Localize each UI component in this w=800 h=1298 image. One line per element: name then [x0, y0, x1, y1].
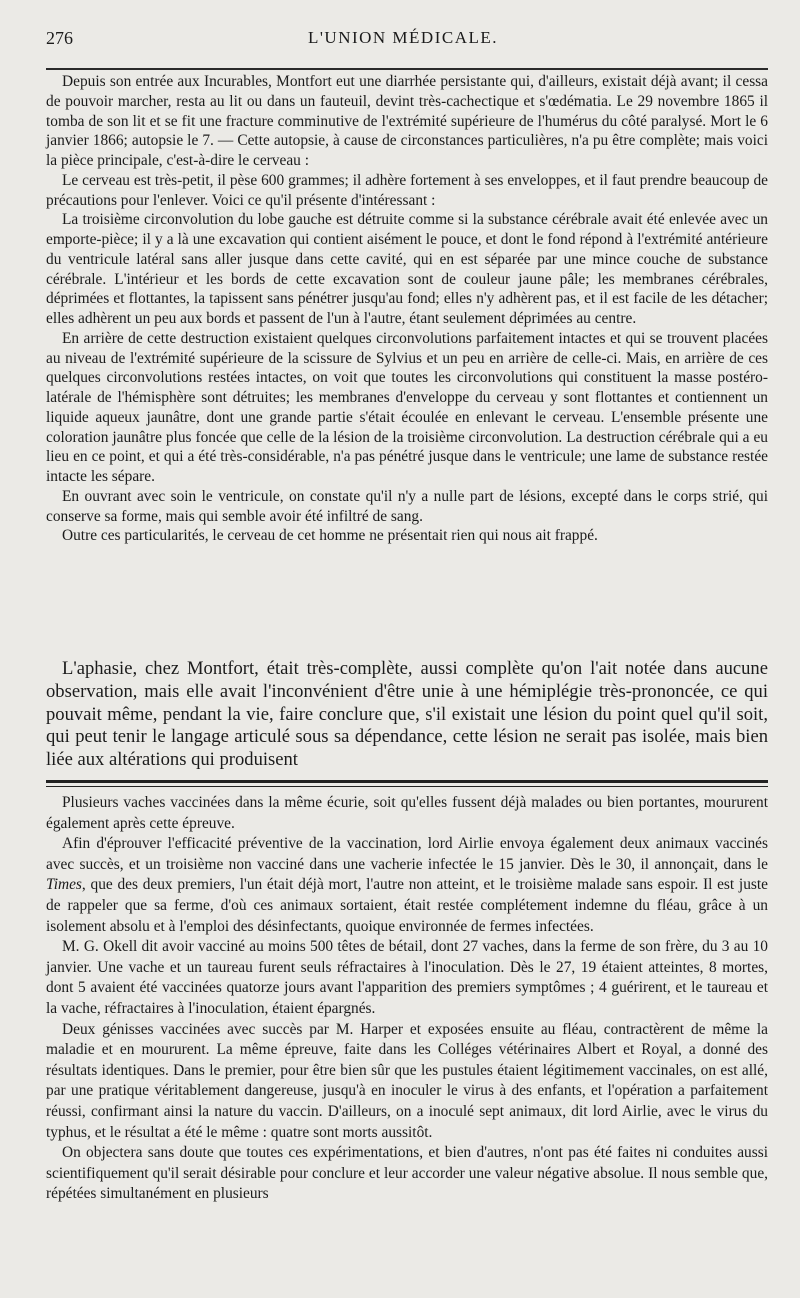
paragraph: Depuis son entrée aux Incurables, Montfort eut une diarrhée persistante qui, d'ailleurs, existait déjà avant; il cessa de pouvoir marcher, resta au lit ou dans un fauteuil, devint très-cachectique et s'œdématia. Le 29 novembre 1865 il tomba de son lit et se fit une fracture comminutive de l'extrémité supérieure de l'humérus du côté paralysé. Mort le 6 janvier 1866; autopsie le 7. — Cette autopsie, à cause de circonstances particulières, n'a pu être complète; mais voici la pièce principale, c'est-à-dire le cerveau :	[46, 73, 768, 169]
page-header	[46, 28, 760, 54]
paragraph: La troisième circonvolution du lobe gauche est détruite comme si la substance cérébrale avait été enlevée avec un emporte-pièce; il y a là une excavation qui contient aisément le pouce, et dont le fond répond à l'extrémité antérieure du ventricule latéral sans aller jusque dans cette cavité, qui en est séparée par une mince couche de substance cérébrale. L'intérieur et les bords de cette excavation sont de couleur jaune pâle; les membranes cérébrales, déprimées et flottantes, la tapissent sans pénétrer jusqu'au fond; elles n'y adhèrent pas, et il est facile de les détacher; elles adhèrent un peu aux bords et passent de l'un à l'autre, étant seulement déprimées au centre.	[46, 211, 768, 327]
observation-section	[46, 72, 768, 546]
page-number: 276	[46, 28, 73, 48]
paragraph: On objectera sans doute que toutes ces expérimentations, et bien d'autres, n'ont pas été faites ni conduites aussi scientifiquement qu'il serait désirable pour conclure et leur accorder une valeur négative absolue. Il nous semble que, répétées simultanément en plusieurs	[46, 1144, 768, 1203]
text-span: Afin d'éprouver l'efficacité préventive de la vaccination, lord Airlie envoya également deux animaux vaccinés avec succès, et un troisième non vacciné dans une vacherie infectée le 15 janvier. Dès le 30, il annonçait, dans le	[46, 835, 768, 873]
feuilleton-rule-thin	[46, 786, 768, 787]
running-title: L'UNION MÉDICALE.	[307, 28, 499, 47]
paragraph: Plusieurs vaches vaccinées dans la même écurie, soit qu'elles fussent déjà malades ou bien portantes, moururent également après cette épreuve.	[46, 794, 768, 832]
paragraph: En arrière de cette destruction existaient quelques circonvolutions parfaitement intactes et qui se trouvent placées au niveau de l'extrémité supérieure de la scissure de Sylvius et un peu en arrière de celle-ci. Mais, en arrière de ces quelques circonvolutions restées intactes, on voit que toutes les circonvolutions qui constituent la masse postéro-latérale de l'hémisphère sont détruites; les membranes d'enveloppe du cerveau y sont flottantes et contiennent un liquide aqueux jaunâtre, dont une grande partie s'était écoulée en enlevant le cerveau. L'ensemble présente une coloration jaunâtre plus foncée que celle de la lésion de la troisième circonvolution. La destruction cérébrale qui a eu lieu en ce point, et qui a été très-considérable, n'a pas pénétré jusque dans le ventricule; une lame de substance restée intacte les sépare.	[46, 329, 768, 485]
feuilleton-rule-thick	[46, 780, 768, 783]
text-span: , que des deux premiers, l'un était déjà mort, l'autre non atteint, et le troisième malade sans espoir. Il est juste de rappeler que sa ferme, d'où ces animaux sortaient, était restée complétement indemne du fléau, grâce à un isolement absolu et à l'emploi des désinfectants, quoique environnée de fermes infectées.	[46, 876, 768, 935]
paragraph: M. G. Okell dit avoir vacciné au moins 500 têtes de bétail, dont 27 vaches, dans la ferme de son frère, du 3 au 10 janvier. Une vache et un taureau furent seuls réfractaires à l'inoculation. Dès le 27, 19 étaient atteintes, 8 mortes, dont 5 avaient été vaccinées quatorze jours avant l'apparition des premiers symptômes ; 4 guérirent, et le taureau et la vache, réfractaires à l'inoculation, étaient épargnés.	[46, 938, 768, 1017]
feuilleton-section	[46, 793, 768, 1205]
paragraph: Outre ces particularités, le cerveau de cet homme ne présentait rien qui nous ait frappé.	[62, 527, 598, 545]
paragraph: En ouvrant avec soin le ventricule, on constate qu'il n'y a nulle part de lésions, excepté dans le corps strié, qui conserve sa forme, mais qui semble avoir été infiltré de sang.	[46, 487, 768, 525]
paragraph	[46, 834, 768, 937]
commentary-section	[46, 658, 768, 772]
paragraph: Le cerveau est très-petit, il pèse 600 grammes; il adhère fortement à ses enveloppes, et il faut prendre beaucoup de précautions pour l'enlever. Voici ce qu'il présente d'intéressant :	[46, 171, 768, 209]
newspaper-title: Times	[46, 876, 82, 894]
paragraph: L'aphasie, chez Montfort, était très-complète, aussi complète qu'on l'ait notée dans aucune observation, mais elle avait l'inconvénient d'être unie à une hémiplégie très-prononcée, ce qui pouvait même, pendant la vie, faire conclure que, s'il existait une lésion du point quel qu'il soit, qui peut tenir le langage articulé sous sa dépendance, cette lésion ne serait pas isolée, mais bien liée aux altérations qui produisent	[46, 658, 768, 771]
paragraph: Deux génisses vaccinées avec succès par M. Harper et exposées ensuite au fléau, contractèrent de même la maladie et en moururent. La même épreuve, faite dans les Colléges vétérinaires Albert et Royal, a donné des résultats identiques. Dans le premier, pour être bien sûr que les pustules étaient légitimement vaccinales, on est allé, par une pratique véritablement dangereuse, jusqu'à en inoculer le virus à des enfants, et l'opération a parfaitement réussi, confirmant ainsi la nature du vaccin. D'ailleurs, on a inoculé sept animaux, dit lord Airlie, avec le virus du typhus, et le résultat a été le même : quatre sont morts aussitôt.	[46, 1020, 768, 1141]
header-rule	[46, 68, 768, 70]
